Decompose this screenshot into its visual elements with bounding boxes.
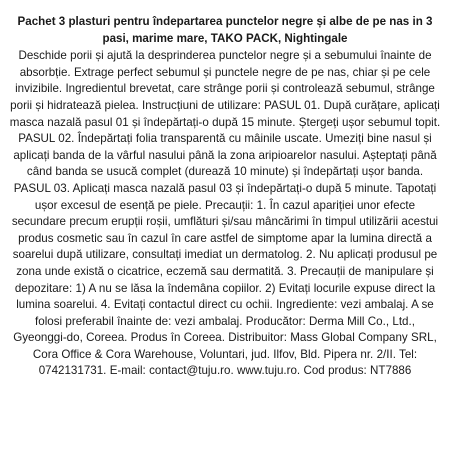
product-description: Deschide porii și ajută la desprinderea punctelor negre și a sebumului înainte de absorbție. Extrage perfect sebumul și punctele negre de pe nas, chiar și pe cele invizibile. Ingredientul brevetat, care strânge porii și controlează sebumul, strânge porii și hidratează pielea. Instrucțiuni de utilizare: PASUL 01. După curățare, aplicați masca nazală pasul 01 și îndepărtați-o după 15 minute. Ștergeți ușor sebumul topit. PASUL 02. Îndepărtați folia transparentă cu mâinile uscate. Umeziți bine nasul și aplicați banda de la vârful nasului până la zona aripioarelor nasului. Așteptați până când banda se usucă complet (durează 10 minute) și îndepărtați ușor banda. PASUL 03. Aplicați masca nazală pasul 03 și îndepărtați-o după 5 minute. Tapotați ușor excesul de esență pe piele. Precauții: 1. În cazul apariției unor efecte secundare precum erupții roșii, umflături și/sau mâncărimi în timpul utilizării acestui produs cosmetic sau în cazul în care astfel de simptome apar la lumina directă a soarelui după utilizare, consultați imediat un dermatolog. 2. Nu aplicați produsul pe zona unde există o cicatrice, eczemă sau dermatită. 3. Precauții de manipulare și depozitare: 1) A nu se lăsa la îndemâna copiilor. 2) Evitați locurile expuse direct la lumina soarelui. 4. Evitați contactul direct cu ochii. Ingrediente: vezi ambalaj. A se folosi preferabil înainte de: vezi ambalaj. Producător: Derma Mill Co., Ltd., Gyeonggi-do, Coreea. Produs în Coreea. Distribuitor: Mass Global Company SRL, Cora Office & Cora Warehouse, Voluntari, jud. Ilfov, Bld. Pipera nr. 2/II. Tel: 0742131731. E-mail: contact@tuju.ro. www.tuju.ro. Cod produs: NT7886 — [9, 49, 441, 378]
product-title: Pachet 3 plasturi pentru îndepartarea punctelor negre și albe de pe nas in 3 pasi, marime mare, TAKO PACK, Nightingale — [17, 15, 433, 45]
